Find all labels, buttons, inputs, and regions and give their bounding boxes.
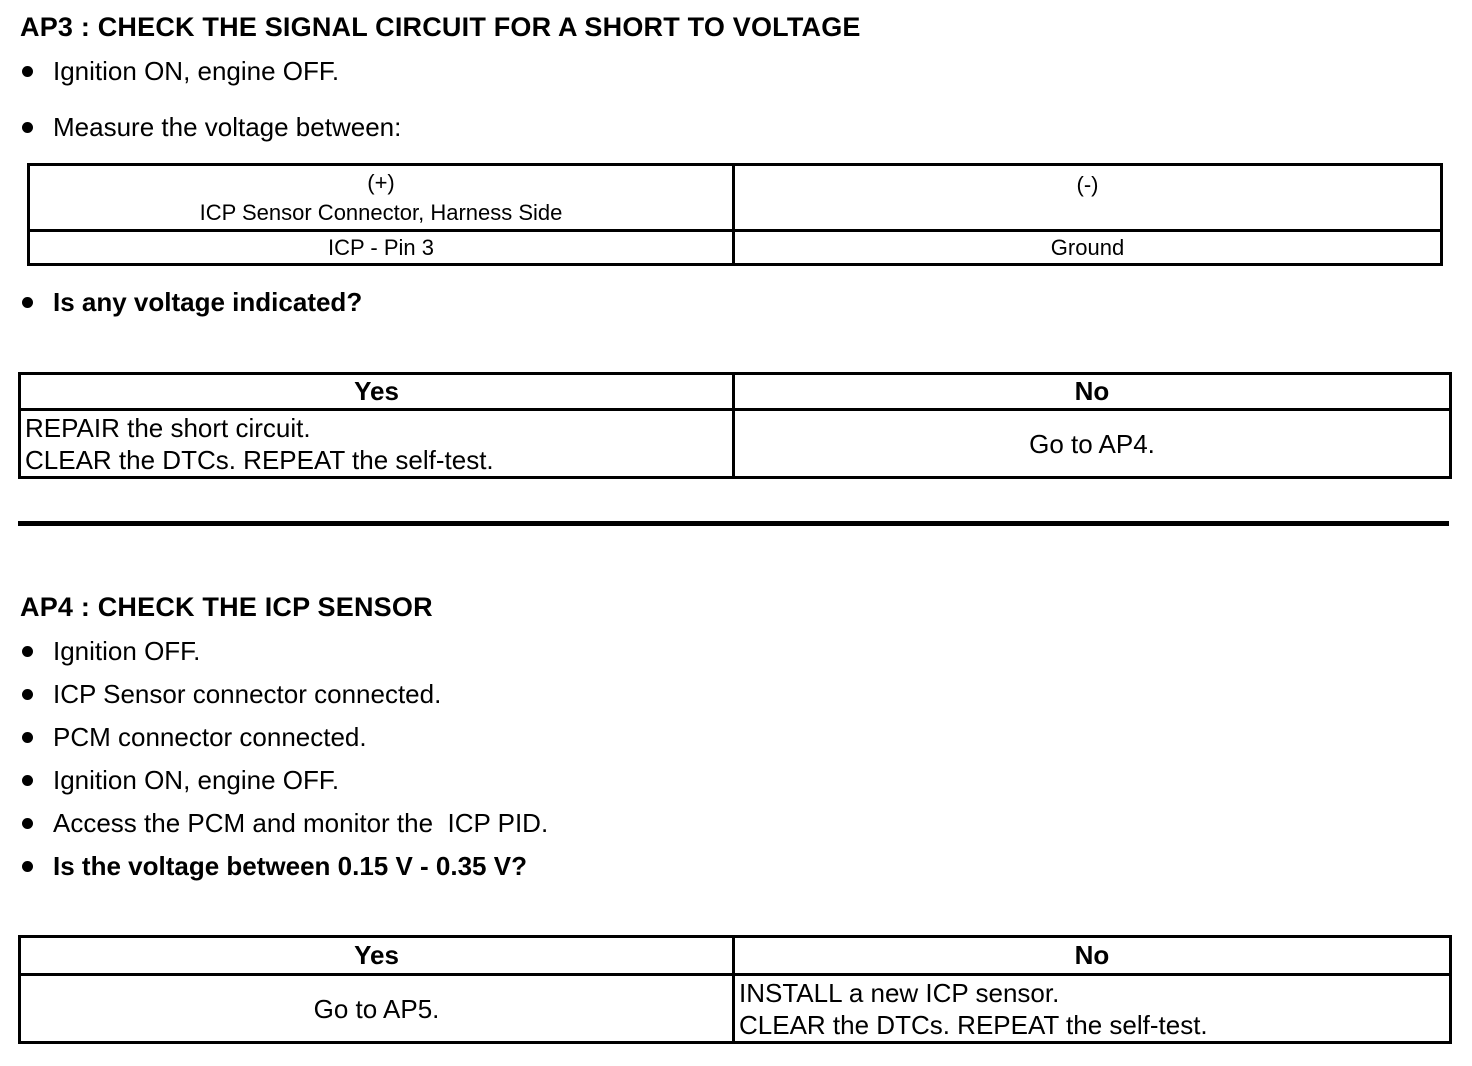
step-text: ICP Sensor connector connected. bbox=[53, 679, 442, 709]
yes-header: Yes bbox=[20, 937, 734, 975]
no-cell: Go to AP4. bbox=[734, 410, 1451, 478]
measure-table bbox=[27, 163, 1443, 266]
list-item bbox=[18, 112, 401, 143]
bullet-icon bbox=[22, 775, 33, 786]
bullet-icon bbox=[22, 122, 33, 133]
yes-cell bbox=[20, 410, 734, 478]
no-cell bbox=[734, 975, 1451, 1043]
list-item bbox=[18, 56, 339, 87]
list-item bbox=[18, 722, 367, 753]
bullet-icon bbox=[22, 66, 33, 77]
ap3-result-table bbox=[18, 372, 1452, 479]
step-text: Ignition ON, engine OFF. bbox=[53, 765, 340, 795]
ap3-heading: AP3 : CHECK THE SIGNAL CIRCUIT FOR A SHORT TO VOLTAGE bbox=[20, 12, 861, 42]
question-text: Is the voltage between 0.15 V - 0.35 V? bbox=[53, 851, 527, 881]
list-item bbox=[18, 679, 441, 710]
pos-value: ICP - Pin 3 bbox=[29, 231, 734, 265]
pos-header-cell bbox=[29, 165, 734, 231]
step-text: Access the PCM and monitor the ICP PID. bbox=[53, 808, 549, 838]
list-item bbox=[18, 765, 339, 796]
section-divider bbox=[18, 521, 1449, 526]
neg-header-cell bbox=[734, 165, 1442, 231]
yes-header: Yes bbox=[20, 374, 734, 410]
neg-header: (-) bbox=[1076, 172, 1099, 197]
step-text: PCM connector connected. bbox=[53, 722, 367, 752]
question bbox=[18, 851, 527, 882]
question-text: Is any voltage indicated? bbox=[53, 287, 363, 317]
list-item bbox=[18, 808, 548, 839]
no-line-2: CLEAR the DTCs. REPEAT the self-test. bbox=[739, 1009, 1208, 1040]
no-line-1: INSTALL a new ICP sensor. bbox=[739, 977, 1060, 1008]
question bbox=[18, 287, 362, 318]
bullet-icon bbox=[22, 861, 33, 872]
bullet-icon bbox=[22, 689, 33, 700]
yes-line-1: REPAIR the short circuit. bbox=[25, 412, 311, 443]
pos-subheader: ICP Sensor Connector, Harness Side bbox=[199, 199, 563, 225]
yes-cell: Go to AP5. bbox=[20, 975, 734, 1043]
bullet-icon bbox=[22, 297, 33, 308]
yes-line-2: CLEAR the DTCs. REPEAT the self-test. bbox=[25, 444, 494, 475]
neg-value: Ground bbox=[734, 231, 1442, 265]
ap4-result-table bbox=[18, 935, 1452, 1044]
bullet-icon bbox=[22, 732, 33, 743]
step-text: Measure the voltage between: bbox=[53, 112, 402, 142]
pos-header: (+) bbox=[367, 169, 395, 195]
bullet-icon bbox=[22, 818, 33, 829]
no-header: No bbox=[734, 937, 1451, 975]
list-item bbox=[18, 636, 200, 667]
step-text: Ignition OFF. bbox=[53, 636, 201, 666]
no-header: No bbox=[734, 374, 1451, 410]
bullet-icon bbox=[22, 646, 33, 657]
ap4-heading: AP4 : CHECK THE ICP SENSOR bbox=[20, 592, 433, 622]
step-text: Ignition ON, engine OFF. bbox=[53, 56, 340, 86]
